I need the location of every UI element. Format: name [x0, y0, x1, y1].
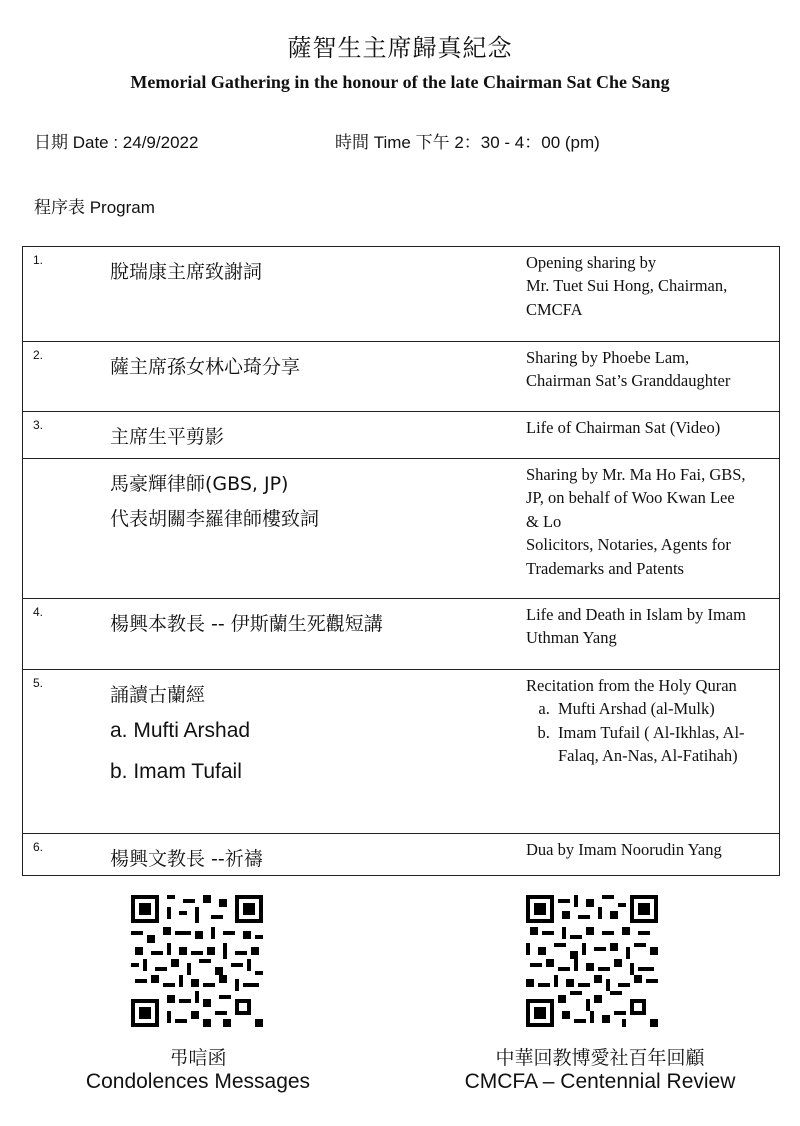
- item-description-text: Sharing by Phoebe Lam, Chairman Sat’s Granddaughter: [526, 348, 731, 391]
- item-description-text: Life of Chairman Sat (Video): [526, 418, 721, 437]
- recitation-item: b. Imam Tufail ( Al-Ikhlas, Al-Falaq, An-Nas, Al-Fatihah): [554, 721, 771, 768]
- caption-chinese: 弔唁函: [169, 1047, 227, 1069]
- caption-english: Condolences Messages: [85, 1070, 311, 1093]
- centennial-review-qr-code[interactable]: [526, 895, 658, 1027]
- table-row: [23, 412, 780, 459]
- caption-english: CMCFA – Centennial Review: [464, 1070, 736, 1093]
- table-row: [23, 247, 780, 342]
- qr-code-icon: [131, 895, 263, 1027]
- item-number: 6.: [23, 834, 86, 876]
- item-description-text: Dua by Imam Noorudin Yang: [526, 840, 722, 859]
- item-number: 4.: [23, 599, 86, 670]
- item-description-text: Life and Death in Islam by Imam Uthman Yang: [526, 605, 746, 648]
- item-title-line: 代表胡關李羅律師樓致詞: [110, 508, 320, 531]
- item-title-chinese: 脫瑞康主席致謝詞: [85, 247, 520, 342]
- page-title-chinese: 薩智生主席歸真紀念: [287, 34, 513, 62]
- table-row: [23, 834, 780, 876]
- item-title-chinese: 楊興本教長 -- 伊斯蘭生死觀短講: [85, 599, 520, 670]
- recitation-list: [526, 697, 771, 767]
- item-number: 3.: [23, 412, 86, 459]
- item-description-text: Recitation from the Holy Quran: [526, 676, 737, 695]
- item-title-line: 馬豪輝律師(GBS, JP): [110, 473, 289, 495]
- item-description-english: [520, 599, 780, 670]
- recitation-item: a. Mufti Arshad (al-Mulk): [554, 697, 771, 720]
- event-date: 日期 Date : 24/9/2022: [34, 133, 199, 152]
- event-time: 時間 Time 下午 2：30 - 4：00 (pm): [335, 133, 600, 152]
- program-heading: 程序表 Program: [34, 198, 155, 217]
- item-title-chinese: 主席生平剪影: [85, 412, 520, 459]
- table-row: [23, 599, 780, 670]
- item-number: [23, 459, 86, 599]
- item-description-english: [520, 342, 780, 412]
- page-title-english: Memorial Gathering in the honour of the late Chairman Sat Che Sang: [130, 72, 670, 92]
- item-number: 1.: [23, 247, 86, 342]
- reciter-a: a. Mufti Arshad: [110, 719, 251, 743]
- item-title-chinese: 楊興文教長 --祈禱: [85, 834, 520, 876]
- item-description-english: [520, 412, 780, 459]
- item-description-english: [520, 670, 780, 834]
- item-description-english: [520, 247, 780, 342]
- caption-chinese: 中華回教博愛社百年回顧: [495, 1047, 705, 1069]
- reciter-b: b. Imam Tufail: [110, 760, 242, 784]
- item-title-line: 誦讀古蘭經: [110, 684, 206, 706]
- program-table: [22, 246, 780, 876]
- table-row: [23, 342, 780, 412]
- item-title-chinese: [85, 459, 520, 599]
- table-row: [23, 459, 780, 599]
- item-title-chinese: [85, 670, 520, 834]
- table-row: [23, 670, 780, 834]
- centennial-review-caption: [440, 1043, 760, 1094]
- item-number: 5.: [23, 670, 86, 834]
- item-description-english: [520, 834, 780, 876]
- item-title-chinese: 薩主席孫女林心琦分享: [85, 342, 520, 412]
- condolences-qr-code[interactable]: [131, 895, 263, 1027]
- qr-code-icon: [526, 895, 658, 1027]
- item-number: 2.: [23, 342, 86, 412]
- item-description-text: Opening sharing by Mr. Tuet Sui Hong, Chairman, CMCFA: [526, 253, 728, 319]
- item-description-english: [520, 459, 780, 599]
- condolences-caption: [48, 1043, 348, 1094]
- item-description-text: Sharing by Mr. Ma Ho Fai, GBS, JP, on behalf of Woo Kwan Lee & Lo Solicitors, Notaries, Agents for Trademarks and Patents: [526, 465, 746, 578]
